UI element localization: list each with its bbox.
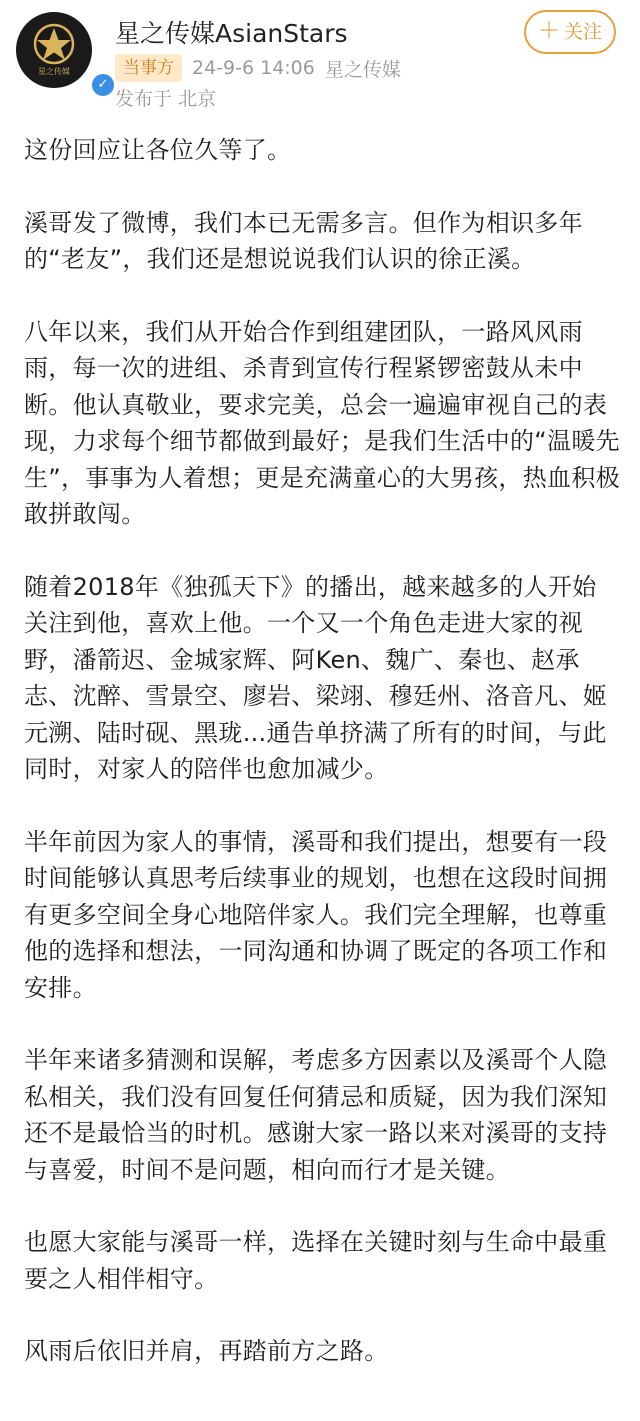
paragraph: 半年前因为家人的事情，溪哥和我们提出，想要有一段时间能够认真思考后续事业的规划，也想在这段时间拥有更多空间全身心地陪伴家人。我们完全理解，也尊重他的选择和想法，一同沟通和协调了既定的各项工作和安排。 [24, 827, 608, 1002]
paragraph: 随着2018年《独孤天下》的播出，越来越多的人开始关注到他，喜欢上他。一个又一个角色走进大家的视野，潘箭迟、金城家辉、阿Ken、魏广、秦也、赵承志、沈醉、雪景空、廖岩、梁翊、穆廷州、洛音凡、姬元溯、陆时砚、黑珑...通告单挤满了所有的时间，与此同时，对家人的陪伴也愈加减少。 [24, 572, 608, 783]
paragraph: 风雨后依旧并肩，再踏前方之路。 [24, 1337, 389, 1365]
star-logo-icon [30, 22, 78, 66]
plus-icon: ＋ [537, 19, 560, 44]
post-source: 星之传媒 [324, 58, 401, 81]
post-location: 发布于 北京 [115, 88, 217, 110]
follow-button[interactable] [524, 10, 616, 54]
verified-check-icon: ✓ [90, 72, 116, 98]
post-body [24, 132, 620, 1406]
paragraph: 也愿大家能与溪哥一样，选择在关键时刻与生命中最重要之人相伴相守。 [24, 1228, 608, 1293]
post-meta [115, 54, 401, 84]
paragraph: 八年以来，我们从开始合作到组建团队，一路风风雨雨，每一次的进组、杀青到宣传行程紧锣密鼓从未中断。他认真敬业，要求完美，总会一遍遍审视自己的表现，力求每个细节都做到最好；是我们生活中的“温暖先生”，事事为人着想；更是充满童心的大男孩，热血积极敢拼敢闯。 [24, 317, 620, 528]
avatar[interactable] [16, 12, 109, 92]
avatar-text: 星之传媒 [38, 67, 70, 76]
paragraph: 溪哥发了微博，我们本已无需多言。但作为相识多年的“老友”，我们还是想说说我们认识的徐正溪。 [24, 208, 583, 273]
post-header [0, 0, 640, 118]
status-badge: 当事方 [115, 54, 182, 82]
paragraph: 这份回应让各位久等了。 [24, 136, 292, 164]
post-time: 24-9-6 14:06 [192, 57, 315, 79]
author-name[interactable]: 星之传媒AsianStars [115, 19, 348, 48]
paragraph: 半年来诸多猜测和误解，考虑多方因素以及溪哥个人隐私相关，我们没有回复任何猜忌和质疑，因为我们深知还不是最恰当的时机。感谢大家一路以来对溪哥的支持与喜爱，时间不是问题，相向而行才是关键。 [24, 1046, 608, 1184]
follow-label: 关注 [564, 21, 603, 43]
